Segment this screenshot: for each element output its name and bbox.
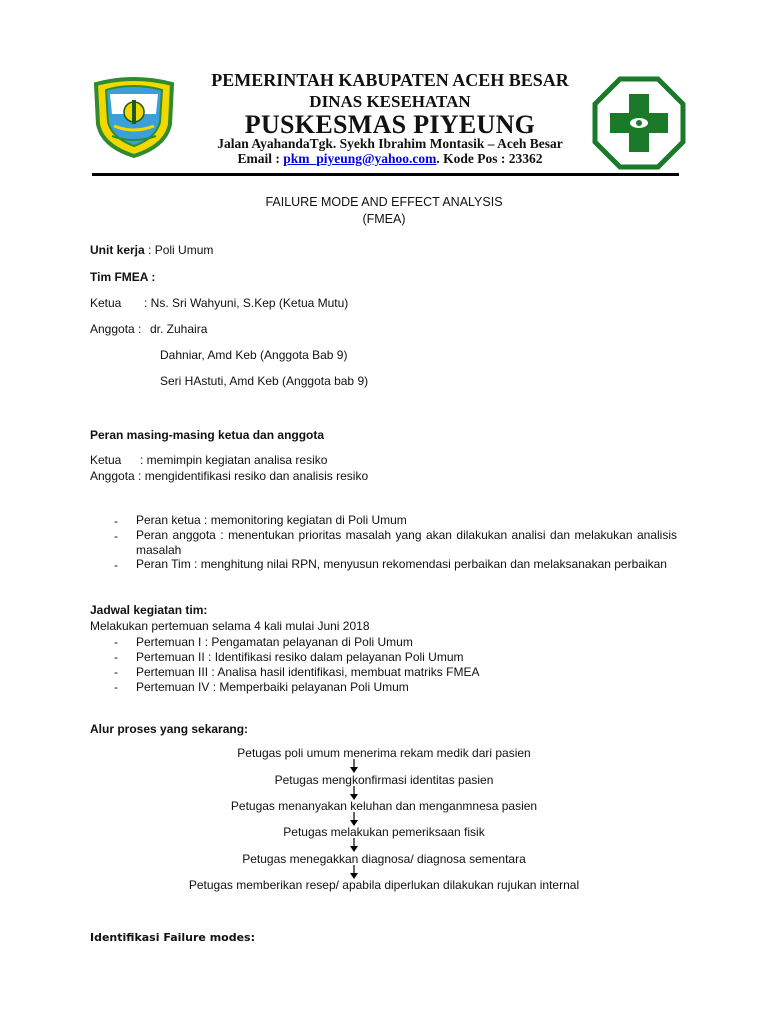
- flow-step-4: Petugas melakukan pemeriksaan fisik: [283, 825, 485, 839]
- peran-ketua-value: : memimpin kegiatan analisa resiko: [140, 453, 328, 467]
- arrow-down-icon: [347, 786, 361, 800]
- peran-anggota-line: Anggota : mengidentifikasi resiko dan analisis resiko: [90, 469, 369, 483]
- anggota-member-1: dr. Zuhaira: [150, 322, 208, 336]
- address-line: Jalan AyahandaTgk. Syekh Ibrahim Montasik – Aceh Besar: [217, 136, 563, 151]
- arrow-down-icon: [347, 812, 361, 826]
- anggota-label: Anggota :: [90, 322, 142, 336]
- flow-step-3: Petugas menanyakan keluhan dan menganmnesa pasien: [230, 799, 538, 813]
- puskesmas-logo: [592, 76, 686, 170]
- ketua-value: : Ns. Sri Wahyuni, S.Kep (Ketua Mutu): [144, 296, 349, 310]
- tim-heading: Tim FMEA :: [90, 270, 156, 284]
- postal-code: . Kode Pos : 23362: [436, 151, 543, 166]
- alur-heading: Alur proses yang sekarang:: [90, 722, 249, 736]
- email-link[interactable]: pkm_piyeung@yahoo.com: [283, 151, 437, 166]
- bullet-dash: -: [114, 558, 118, 572]
- flow-step-5: Petugas menegakkan diagnosa/ diagnosa sementara: [242, 852, 526, 866]
- jadwal-item-3: Pertemuan III : Analisa hasil identifikasi, membuat matriks FMEA: [136, 665, 480, 679]
- jadwal-heading: Jadwal kegiatan tim:: [90, 603, 208, 617]
- bullet-dash: -: [114, 680, 118, 694]
- contact-line: [180, 151, 600, 167]
- jadwal-intro: Melakukan pertemuan selama 4 kali mulai Juni 2018: [90, 619, 370, 633]
- arrow-down-icon: [347, 838, 361, 852]
- aceh-besar-emblem: [92, 74, 176, 158]
- flow-step-6: Petugas memberikan resep/ apabila diperlukan dilakukan rujukan internal: [188, 878, 580, 892]
- peran-item-3: Peran Tim : menghitung nilai RPN, menyusun rekomendasi perbaikan dan melaksanakan perbaikan: [136, 557, 667, 571]
- flow-step-2: Petugas mengkonfirmasi identitas pasien: [274, 773, 494, 787]
- document-title: FAILURE MODE AND EFFECT ANALYSIS: [265, 195, 503, 209]
- peran-heading: Peran masing-masing ketua dan anggota: [90, 428, 325, 442]
- bullet-dash: -: [114, 665, 118, 679]
- flow-step-1: Petugas poli umum menerima rekam medik dari pasien: [237, 746, 531, 760]
- bullet-dash: -: [114, 529, 118, 543]
- unit-kerja-label: Unit kerja: [90, 243, 145, 257]
- jadwal-item-4: Pertemuan IV : Memperbaiki pelayanan Poli Umum: [136, 680, 409, 694]
- jadwal-item-1: Pertemuan I : Pengamatan pelayanan di Poli Umum: [136, 635, 413, 649]
- puskesmas-title: PUSKESMAS PIYEUNG: [244, 110, 536, 139]
- government-title: PEMERINTAH KABUPATEN ACEH BESAR: [211, 70, 569, 90]
- anggota-member-3: Seri HAstuti, Amd Keb (Anggota bab 9): [160, 374, 369, 388]
- unit-kerja-value: : Poli Umum: [144, 243, 214, 257]
- arrow-down-icon: [347, 759, 361, 773]
- jadwal-item-2: Pertemuan II : Identifikasi resiko dalam pelayanan Poli Umum: [136, 650, 464, 664]
- department-title: DINAS KESEHATAN: [309, 92, 471, 111]
- ketua-label: Ketua: [90, 296, 122, 310]
- peran-item-2: Peran anggota : menentukan prioritas masalah yang akan dilakukan analisi dan melakukan analisis masalah: [136, 528, 677, 557]
- peran-item-1: Peran ketua : memonitoring kegiatan di Poli Umum: [136, 513, 407, 527]
- bullet-dash: -: [114, 650, 118, 664]
- bullet-dash: -: [114, 635, 118, 649]
- anggota-member-2: Dahniar, Amd Keb (Anggota Bab 9): [160, 348, 348, 362]
- email-label: Email :: [237, 151, 284, 166]
- peran-ketua-label: Ketua: [90, 453, 122, 467]
- unit-kerja: [90, 243, 213, 257]
- arrow-down-icon: [347, 865, 361, 879]
- document-subtitle: (FMEA): [362, 212, 406, 226]
- letterhead-divider: [92, 173, 679, 176]
- bullet-dash: -: [114, 514, 118, 528]
- identifikasi-heading: Identifikasi Failure modes:: [90, 931, 256, 944]
